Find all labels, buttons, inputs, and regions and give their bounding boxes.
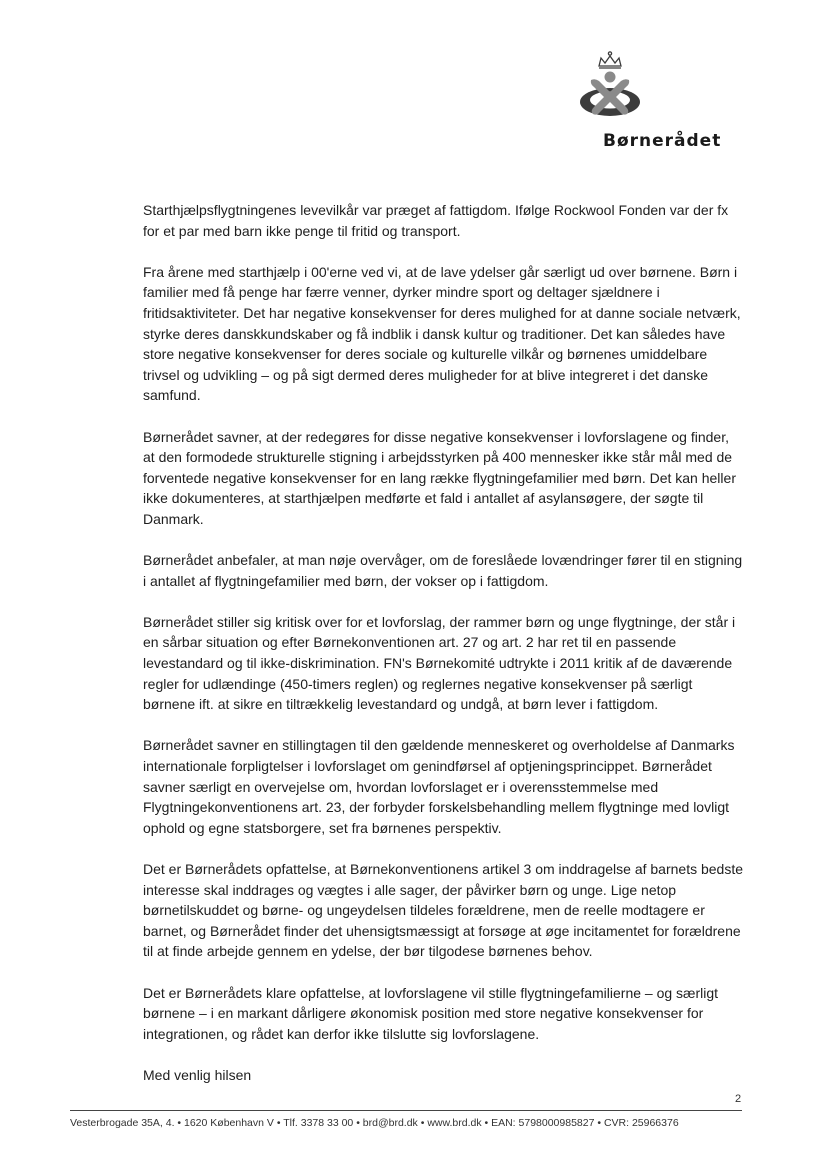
paragraph: Starthjælpsflygtningenes levevilkår var præget af fattigdom. Ifølge Rockwool Fonden var der fx for et par med barn ikke penge til fritid og transport. <box>143 202 729 239</box>
page-number: 2 <box>735 1093 742 1105</box>
footer-contact-info: Vesterbrogade 35A, 4. • 1620 København V • Tlf. 3378 33 00 • brd@brd.dk • www.brd.dk • EAN: 5798000985827 • CVR: 25966376 <box>70 1117 679 1129</box>
closing-greeting: Med venlig hilsen <box>143 1066 252 1083</box>
paragraph: Børnerådet savner en stillingtagen til den gældende menneskeret og overholdelse af Danmarks internationale forpligtelser i lovforslaget om genindførsel af optjeningsprincippet. Børnerådet savner særligt en overvejelse om, hvordan lovforslaget er i overensstemmelse med Flygtningekonventionens art. 23, der forbyder forskelsbehandling mellem flygtninge med lovligt ophold og egne statsborgere, set fra børnenes perspektiv. <box>143 737 735 836</box>
paragraph: Det er Børnerådets opfattelse, at Børnekonventionens artikel 3 om inddragelse af barnets bedste interesse skal inddrages og vægtes i alle sager, der påvirker børn og unge. Lige netop børnetilskuddet og børne- og ungeydelsen tildeles forældrene, men de reelle modtagere er barnet, og Børnerådet finder det uhensigtsmæssigt at forsøge at øge incitamentet for forældrene til at finde arbejde gennem en ydelse, der bør tilgodese børnenes behov. <box>143 861 744 960</box>
paragraph: Børnerådet anbefaler, at man nøje overvåger, om de foreslåede lovændringer fører til en stigning i antallet af flygtningefamilier med børn, der vokser op i fattigdom. <box>143 552 743 589</box>
brand-name: Børnerådet <box>603 131 722 151</box>
borneradet-logo-icon <box>575 50 645 122</box>
paragraph: Fra årene med starthjælp i 00'erne ved vi, at de lave ydelser går særligt ud over børnene. Børn i familier med få penge har færre venner, dyrker mindre sport og deltager sjældnere i fritidsaktiviteter. Det har negative konsekvenser for deres mulighed for at danne sociale netværk, styrke deres danskkundskaber og få indblik i dansk kultur og traditioner. Det kan således have store negative konsekvenser for deres sociale og kulturelle vilkår og børnenes umiddelbare trivsel og udvikling – og på sigt dermed deres muligheder for at blive integreret i det danske samfund. <box>143 263 741 404</box>
paragraph: Det er Børnerådets klare opfattelse, at lovforslagene vil stille flygtningefamilierne – og særligt børnene – i en markant dårligere økonomisk position med store negative konsekvenser for integrationen, og rådet kan derfor ikke tilslutte sig lovforslagene. <box>143 984 719 1042</box>
paragraph: Børnerådet stiller sig kritisk over for et lovforslag, der rammer børn og unge flygtninge, der står i en sårbar situation og efter Børnekonventionen art. 27 og art. 2 har ret til en passende levestandard og til ikke-diskrimination. FN's Børnekomité udtrykte i 2011 kritik af de daværende regler for udlændinge (450-timers reglen) og reglernes negative konsekvenser på særligt børnene ift. at sikre en tiltrækkelig levestandard og undgå, at børn lever i fattigdom. <box>143 613 736 713</box>
crown-icon <box>599 52 621 68</box>
letter-body <box>143 200 743 1106</box>
footer-divider <box>70 1110 742 1111</box>
paragraph: Børnerådet savner, at der redegøres for disse negative konsekvenser i lovforslagene og finder, at den formodede strukturelle stigning i arbejdsstyrken på 400 mennesker ikke står mål med de forventede negative konsekvenser for en lang række flygtningefamilier med børn. Det kan heller ikke dokumenteres, at starthjælpen medførte et fald i antallet af asylansøgere, der søgte til Danmark. <box>143 428 736 527</box>
